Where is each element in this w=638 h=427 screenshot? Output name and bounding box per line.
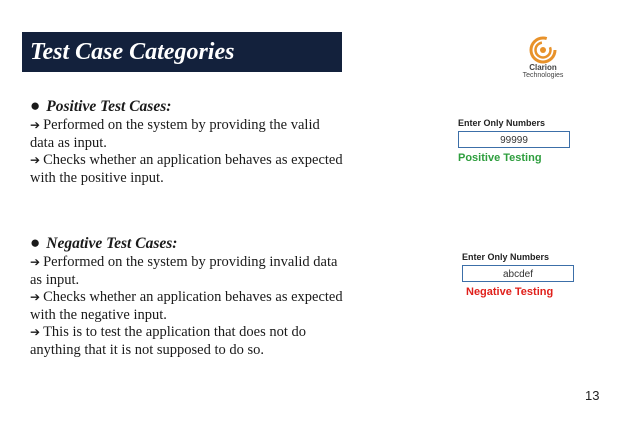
positive-heading-text: Positive Test Cases: [46,98,172,115]
negative-line: ➔ Checks whether an application behaves as expected [30,289,343,305]
clarion-logo-icon [528,36,558,64]
negative-line: with the negative input. [30,306,167,323]
positive-section [30,96,430,187]
page-number: 13 [585,388,600,403]
negative-line: as input. [30,271,80,288]
clarion-logo [508,36,578,82]
positive-line: ➔ Checks whether an application behaves as expected [30,152,343,168]
negative-section [30,233,430,359]
positive-demo-result: Positive Testing [458,152,542,164]
negative-heading [30,233,430,254]
positive-line: with the positive input. [30,169,164,186]
positive-heading [30,96,430,117]
positive-line: ➔ Performed on the system by providing the valid [30,117,320,133]
logo-name: Clarion [529,63,557,72]
slide-title: Test Case Categories [22,32,342,72]
negative-demo-input: abcdef [462,265,574,282]
negative-line: ➔ This is to test the application that does not do [30,324,307,340]
logo-subtitle: Technologies [522,72,564,79]
arrow-right-icon: ➔ [30,118,41,132]
negative-demo-result: Negative Testing [466,286,554,298]
arrow-right-icon: ➔ [30,290,41,304]
positive-line: data as input. [30,134,107,151]
negative-demo [462,252,580,298]
arrow-right-icon: ➔ [30,325,41,339]
arrow-right-icon: ➔ [30,255,41,269]
positive-demo-input: 99999 [458,131,570,148]
bullet-icon: ● [30,233,41,252]
negative-line: ➔ Performed on the system by providing invalid data [30,254,338,270]
bullet-icon: ● [30,96,41,115]
negative-heading-text: Negative Test Cases: [46,235,178,252]
negative-line: anything that it is not supposed to do so. [30,341,265,358]
arrow-right-icon: ➔ [30,153,41,167]
positive-demo-label: Enter Only Numbers [458,118,546,128]
negative-demo-label: Enter Only Numbers [462,252,550,262]
positive-demo [458,118,576,164]
